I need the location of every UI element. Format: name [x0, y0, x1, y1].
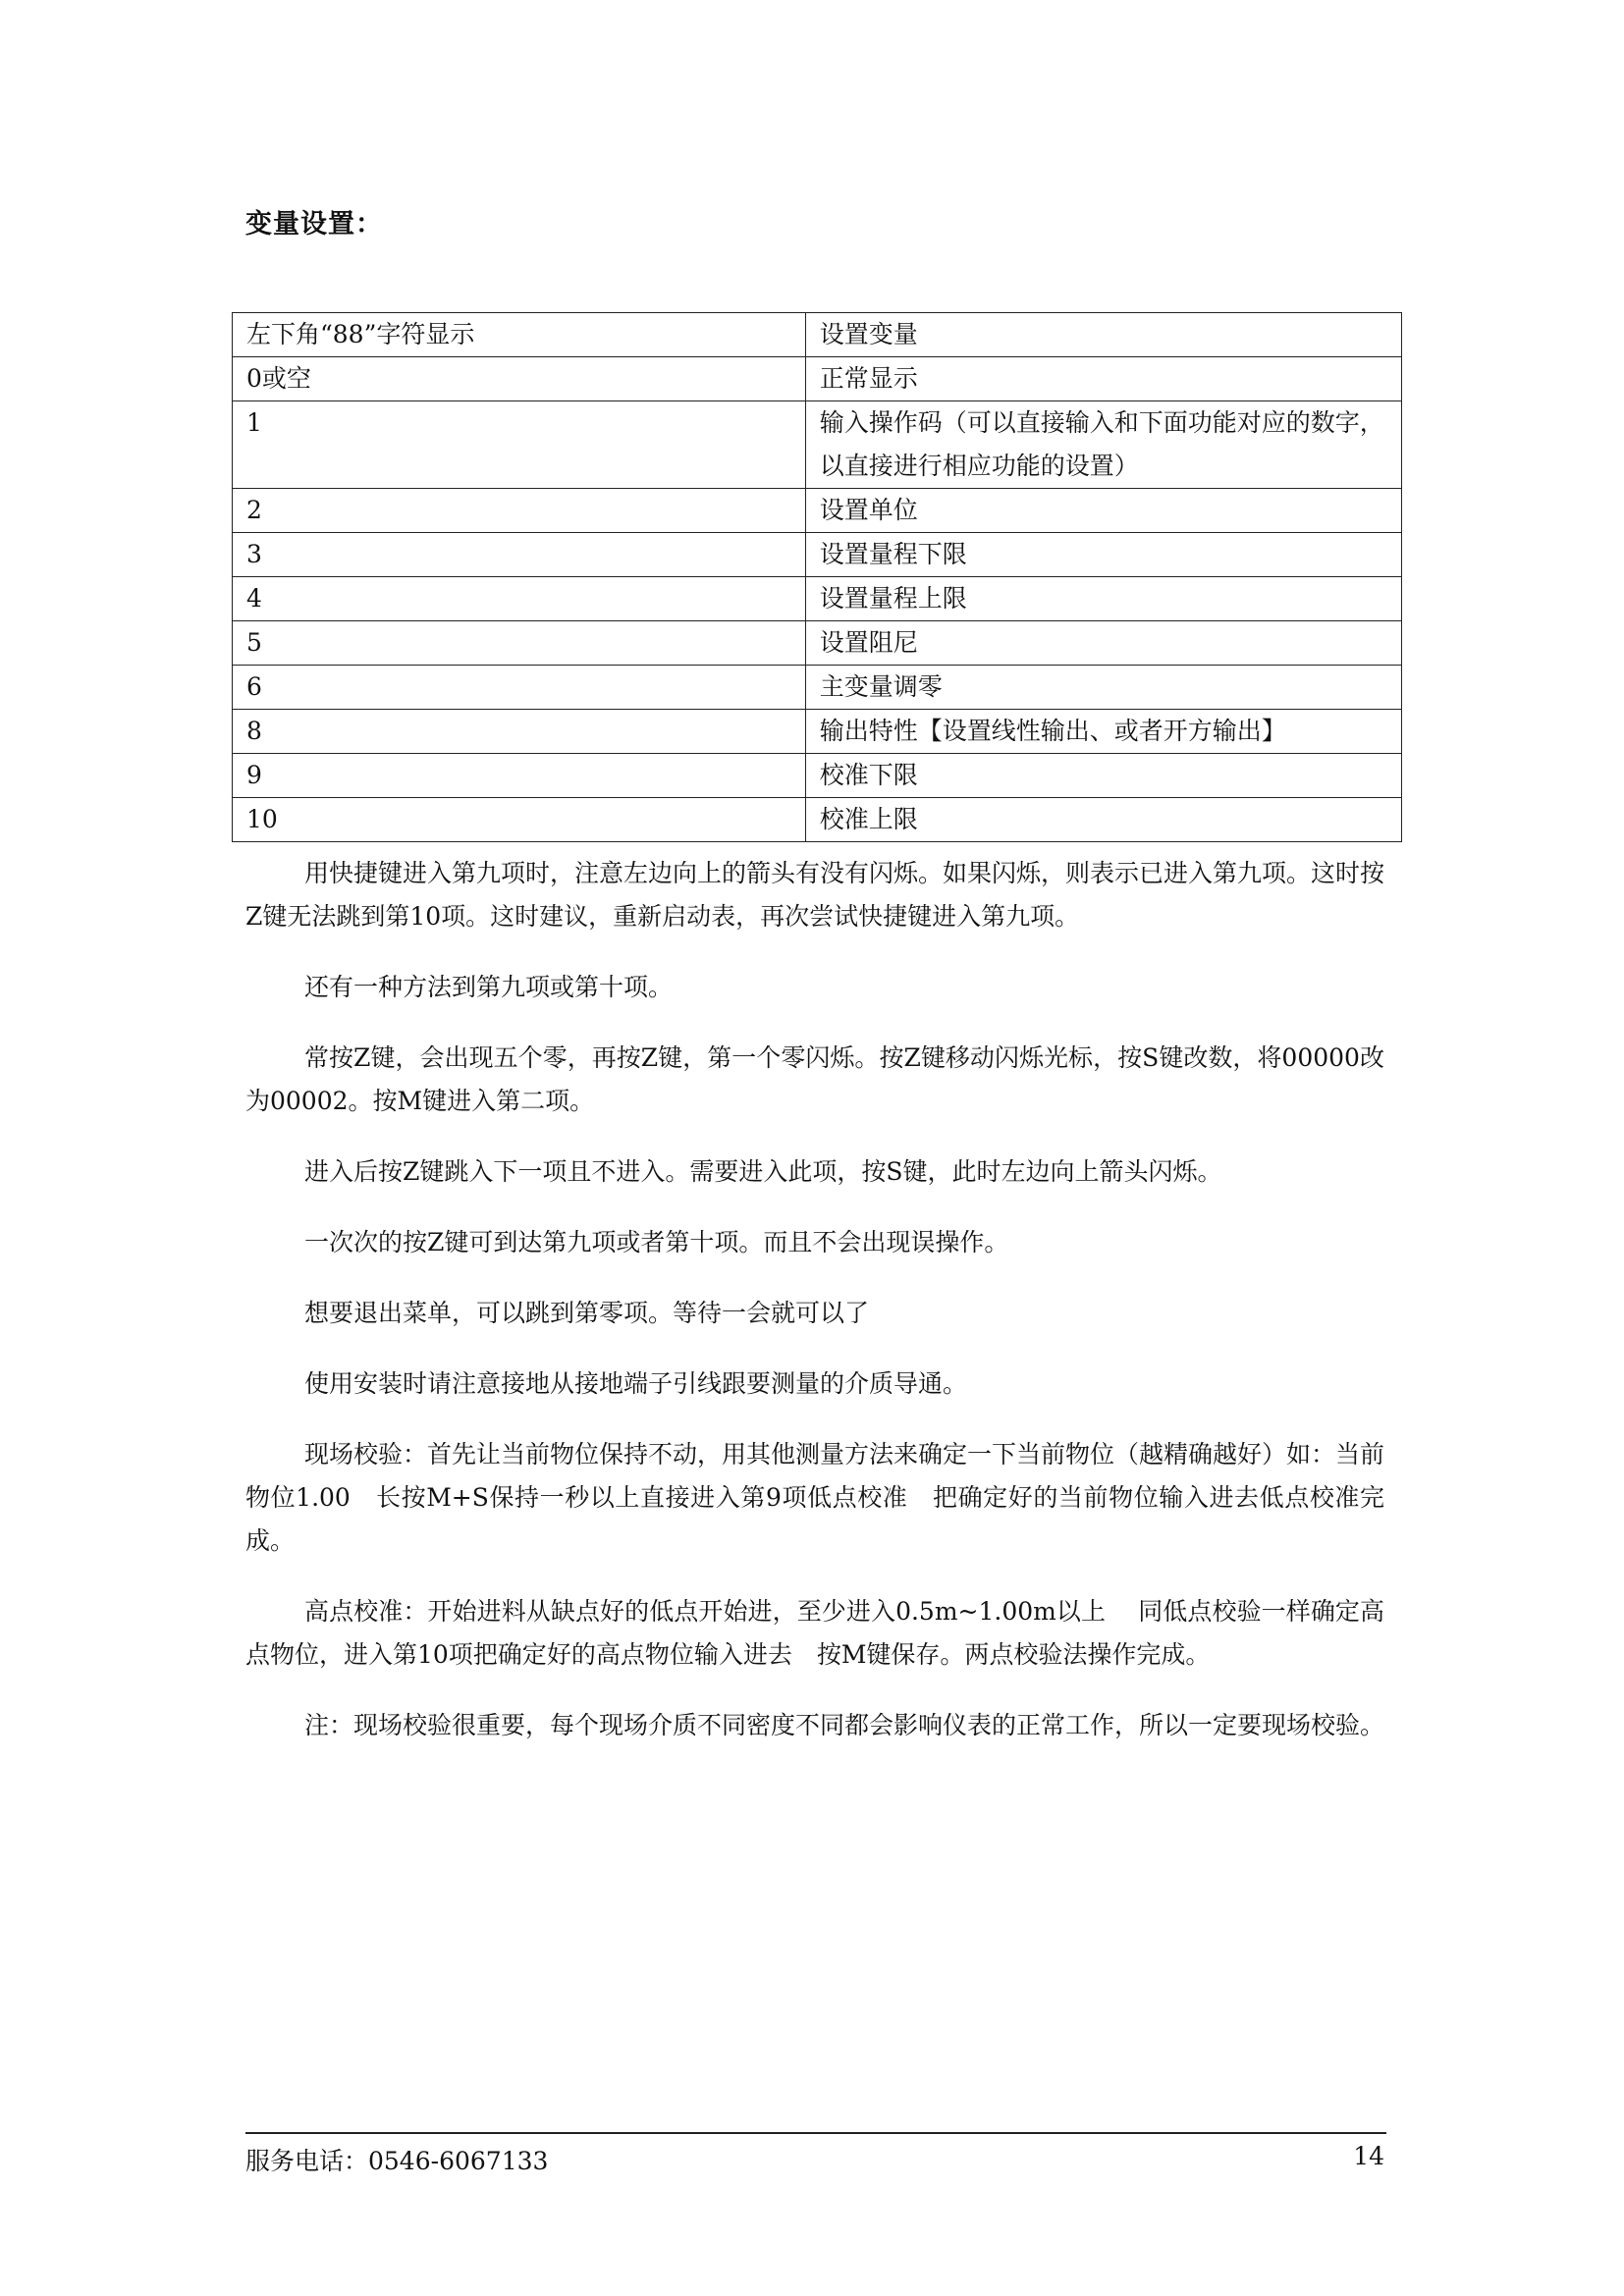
table-cell-code: 6	[233, 666, 806, 710]
paragraph: 现场校验：首先让当前物位保持不动，用其他测量方法来确定一下当前物位（越精确越好）如：当前物位1.00 长按M+S保持一秒以上直接进入第9项低点校准 把确定好的当前物位输入进去低点校准完成。	[245, 1440, 1385, 1555]
table-cell-code: 4	[233, 577, 806, 621]
table-row	[233, 710, 1402, 754]
table-row	[233, 533, 1402, 577]
footer-divider	[245, 2132, 1386, 2134]
page-number: 14	[1353, 2142, 1384, 2170]
paragraph: 注：现场校验很重要，每个现场介质不同密度不同都会影响仪表的正常工作，所以一定要现场校验。	[304, 1711, 1385, 1739]
paragraph: 进入后按Z键跳入下一项且不进入。需要进入此项，按S键，此时左边向上箭头闪烁。	[304, 1157, 1222, 1186]
table-header-cell: 设置变量	[805, 313, 1401, 357]
table-cell-setting: 设置单位	[805, 489, 1401, 533]
table-cell-code: 8	[233, 710, 806, 754]
page-title: 变量设置：	[245, 209, 383, 240]
table-row	[233, 489, 1402, 533]
table-row	[233, 577, 1402, 621]
table-cell-code: 9	[233, 754, 806, 798]
table-row	[233, 401, 1402, 489]
table-cell-setting: 校准下限	[805, 754, 1401, 798]
table-cell-setting: 校准上限	[805, 798, 1401, 842]
table-cell-code: 10	[233, 798, 806, 842]
paragraph: 还有一种方法到第九项或第十项。	[304, 973, 674, 1001]
table-cell-setting: 设置量程下限	[805, 533, 1401, 577]
table-cell-setting: 正常显示	[805, 357, 1401, 401]
table-cell-code: 5	[233, 621, 806, 666]
table-cell-setting: 设置阻尼	[805, 621, 1401, 666]
table-cell-setting: 主变量调零	[805, 666, 1401, 710]
paragraph: 使用安装时请注意接地从接地端子引线跟要测量的介质导通。	[304, 1369, 968, 1398]
body-text	[245, 852, 1384, 1775]
table-cell-code: 2	[233, 489, 806, 533]
table-cell-code: 1	[233, 401, 806, 489]
table-cell-setting: 设置量程上限	[805, 577, 1401, 621]
table-cell-code: 3	[233, 533, 806, 577]
table-header-row	[233, 313, 1402, 357]
table-row	[233, 754, 1402, 798]
paragraph: 常按Z键，会出现五个零，再按Z键，第一个零闪烁。按Z键移动闪烁光标，按S键改数，将00000改为00002。按M键进入第二项。	[245, 1043, 1384, 1115]
table-cell-setting: 输出特性【设置线性输出、或者开方输出】	[805, 710, 1401, 754]
variable-settings-table	[232, 312, 1402, 842]
table-row	[233, 798, 1402, 842]
table-row	[233, 666, 1402, 710]
paragraph: 一次次的按Z键可到达第九项或者第十项。而且不会出现误操作。	[304, 1228, 1009, 1256]
table-cell-setting: 输入操作码（可以直接输入和下面功能对应的数字，以直接进行相应功能的设置）	[805, 401, 1401, 489]
paragraph: 想要退出菜单，可以跳到第零项。等待一会就可以了	[304, 1299, 870, 1327]
paragraph: 用快捷键进入第九项时，注意左边向上的箭头有没有闪烁。如果闪烁，则表示已进入第九项。这时按Z键无法跳到第10项。这时建议，重新启动表，再次尝试快捷键进入第九项。	[245, 859, 1385, 931]
table-cell-code: 0或空	[233, 357, 806, 401]
table-row	[233, 621, 1402, 666]
footer-phone: 服务电话：0546-6067133	[245, 2147, 549, 2175]
table-header-cell: 左下角“88”字符显示	[233, 313, 806, 357]
paragraph: 高点校准：开始进料从缺点好的低点开始进，至少进入0.5m~1.00m以上 同低点校验一样确定高点物位，进入第10项把确定好的高点物位输入进去 按M键保存。两点校验法操作完成。	[245, 1597, 1384, 1669]
table-row	[233, 357, 1402, 401]
